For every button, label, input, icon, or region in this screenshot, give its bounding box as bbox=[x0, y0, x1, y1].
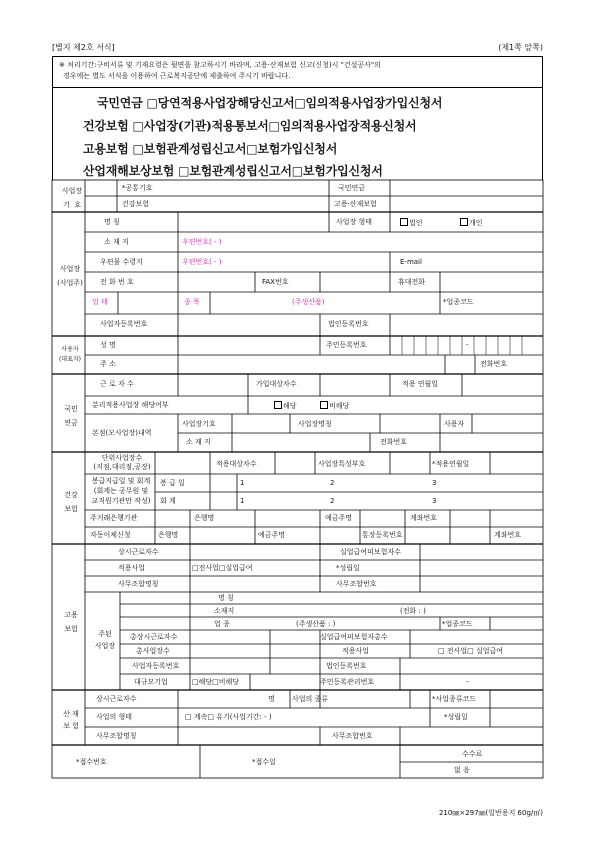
ei-section-label: 고용 보험 bbox=[64, 611, 78, 633]
phone-label: 전 화 번 호 bbox=[100, 278, 134, 286]
ei-m-total-label: 총상시근로자수 bbox=[130, 633, 178, 641]
np-owner-label: 사용자 bbox=[444, 420, 465, 428]
ei-m-opts[interactable]: □ 전사업□ 실업급여 bbox=[438, 647, 504, 655]
mailing-address-label: 우편물 수령지 bbox=[100, 258, 143, 266]
hi-acct-label: 회 계 bbox=[160, 497, 176, 505]
hi-bank-label: 은행명 bbox=[194, 514, 215, 522]
title-employment-insurance: 고용보험 □보험관계성립신고서□보험가입신청서 bbox=[83, 142, 338, 156]
ia-union-no-label: 사무조합번호 bbox=[332, 732, 373, 740]
ei-m-corp-label: 법인등록번호 bbox=[326, 662, 367, 670]
receipt-no-label: *접수번호 bbox=[76, 758, 107, 766]
hi-acct-3: 3 bbox=[432, 497, 437, 505]
hi-payday-1: 1 bbox=[240, 479, 245, 487]
ei-m-dash: - bbox=[466, 678, 469, 686]
ei-applied-label: 적용사업 bbox=[118, 564, 146, 572]
hi-payday-label: 봉 급 일 bbox=[160, 479, 185, 487]
corp-option[interactable] bbox=[400, 218, 423, 228]
ia-form-label: 사업의 형태 bbox=[96, 713, 133, 721]
hi-bank2-label: 은행명 bbox=[158, 531, 179, 539]
np-yes-option[interactable] bbox=[274, 401, 297, 411]
ei-main-label: 주된 사업장 bbox=[94, 630, 116, 650]
hi-transfer-label: 주거래은행기관 bbox=[90, 514, 138, 522]
hi-idno-label: 통장등록번호 bbox=[362, 531, 403, 539]
business-type-label: 사업장 형태 bbox=[336, 218, 373, 226]
rep-section-label: 사용자 (대표자) bbox=[58, 346, 82, 363]
ei-m-app-label: 적용사업 bbox=[342, 647, 370, 655]
ei-m-yn[interactable]: □해당□비해당 bbox=[192, 678, 240, 686]
main-product-label: (주생산품) bbox=[292, 298, 325, 306]
address-postal: 우편번호( - ) bbox=[182, 238, 222, 246]
hi-type-sym-label: 사업장특성부호 bbox=[318, 460, 366, 468]
ei-m-code-label: *업종코드 bbox=[442, 620, 473, 628]
industry-label: 업 태 bbox=[92, 298, 108, 306]
np-section-label: 국민 연금 bbox=[64, 405, 78, 427]
notice-line-2: 경우에는 별도 서식을 이용하여 근로복지공단에 제출하여 주시기 바랍니다. bbox=[63, 72, 291, 80]
common-code-label: *공통기호 bbox=[122, 184, 153, 192]
rep-address-label: 주 소 bbox=[100, 360, 116, 368]
ei-m-tel-label: (전화 : ) bbox=[400, 607, 426, 615]
ei-regular-label: 상시근로자수 bbox=[118, 548, 159, 556]
ei-m-ind-label: 업 종 bbox=[214, 620, 230, 628]
title-national-pension: 국민연금 □당연적용사업장해당신고서□임의적용사업장가입신청서 bbox=[97, 96, 443, 110]
np-hq-name-label: 사업장명칭 bbox=[298, 420, 332, 428]
hi-acct-2: 2 bbox=[330, 497, 335, 505]
np-yes-checkbox[interactable] bbox=[274, 401, 282, 409]
ei-options[interactable]: □전사업□실업급여 bbox=[192, 564, 253, 572]
hi-payday-2: 2 bbox=[330, 479, 335, 487]
title-industrial-accident: 산업재해보상보험 □보험관계성립신고서□보험가입신청서 bbox=[83, 164, 383, 178]
ei-est-label: *성립일 bbox=[336, 564, 360, 572]
form-titles bbox=[52, 88, 543, 180]
paper-spec: 210㎜×297㎜(일반용지 60g/㎡) bbox=[438, 809, 543, 817]
hi-acctno-label: 계좌번호 bbox=[410, 514, 438, 522]
hi-unit-label: 단위사업장수 (지점,대리점,공장) bbox=[93, 454, 151, 471]
hi-code-label: 건강보험 bbox=[122, 200, 150, 208]
fax-label: FAX번호 bbox=[262, 278, 289, 286]
np-no-option[interactable] bbox=[320, 401, 349, 411]
code-label: 사업장 기 호 bbox=[61, 187, 83, 209]
notice-box bbox=[52, 56, 543, 88]
mobile-label: 휴대전화 bbox=[398, 278, 426, 286]
ei-m-large-label: 대규모기업 bbox=[134, 678, 168, 686]
hi-auto-label: 자동이체신청 bbox=[90, 531, 131, 539]
hi-depositor-label: 예금주명 bbox=[258, 531, 286, 539]
fee-label: 수수료 bbox=[462, 750, 483, 758]
rep-name-label: 성 명 bbox=[100, 341, 116, 349]
ia-est-label: *성립일 bbox=[444, 713, 468, 721]
np-hq-code-label: 사업장기호 bbox=[182, 420, 216, 428]
np-workers-label: 근 로 자 수 bbox=[100, 380, 134, 388]
ei-union-label: 사무조합명칭 bbox=[118, 580, 159, 588]
hi-acctno2-label: 계좌번호 bbox=[494, 531, 522, 539]
rep-tel-label: 전화번호 bbox=[480, 360, 508, 368]
item-label: 종 목 bbox=[184, 298, 200, 306]
industry-code-label: *업종코드 bbox=[443, 298, 474, 306]
np-hq-label: 본점(모사업장)내역 bbox=[92, 429, 152, 437]
page-indicator: (제1쪽 앞쪽) bbox=[498, 43, 543, 52]
corp-checkbox[interactable] bbox=[400, 218, 408, 226]
ei-m-mgmt-label: 주민등록관리번호 bbox=[320, 678, 375, 686]
indiv-option[interactable] bbox=[460, 218, 483, 228]
ei-m-addr-label: 소재지 bbox=[214, 607, 235, 615]
fee-none: 없 음 bbox=[454, 766, 470, 774]
np-hq-tel-label: 전화번호 bbox=[380, 438, 408, 446]
address-label: 소 재 지 bbox=[104, 238, 129, 246]
ia-count-unit: 명 bbox=[268, 695, 275, 703]
ia-section-label: 산 재 보 험 bbox=[63, 710, 79, 730]
title-health-insurance: 건강보험 □사업장(기관)적용통보서□임의적용사업장적용신청서 bbox=[83, 119, 417, 133]
np-hq-addr-label: 소 재 지 bbox=[186, 438, 211, 446]
rrn-dash: - bbox=[466, 341, 469, 349]
form-number: [별지 제2호 서식] bbox=[52, 43, 115, 52]
np-no-checkbox-label: 비해당 bbox=[329, 402, 350, 410]
indiv-checkbox[interactable] bbox=[460, 218, 468, 226]
ei-code-label: 고용·산재보험 bbox=[334, 200, 377, 208]
corp-reg-label: 법인등록번호 bbox=[328, 320, 369, 328]
business-section-label: 사업장 (사업주) bbox=[57, 265, 83, 287]
ei-union-no-label: 사무조합번호 bbox=[336, 580, 377, 588]
np-subscribers-label: 가입대상자수 bbox=[256, 380, 297, 388]
hi-targets-label: 적용대상자수 bbox=[216, 460, 257, 468]
ei-m-ins-label: 실업급여피보험자총수 bbox=[320, 633, 388, 641]
ei-m-units-label: 총사업장수 bbox=[136, 647, 170, 655]
receipt-date-label: *접수일 bbox=[252, 758, 276, 766]
hi-account-label: 예금주명 bbox=[325, 514, 353, 522]
notice-line-1: ※ 처리기간:구비서류 및 기재요령은 뒷면을 참고하시기 바라며, 고용·산재보험 신고(신청)시 "건설공사"의 bbox=[59, 61, 381, 69]
ia-kind-label: 사업의 종류 bbox=[292, 695, 329, 703]
np-separate-label: 분리적용사업장 해당여부 bbox=[92, 401, 169, 409]
np-code-label: 국민연금 bbox=[338, 184, 366, 192]
np-no-checkbox[interactable] bbox=[320, 401, 328, 409]
ei-insured-label: 실업급여피보험자수 bbox=[340, 548, 401, 556]
corp-checkbox-label: 법인 bbox=[409, 219, 423, 227]
ia-union-label: 사무조합명칭 bbox=[96, 732, 137, 740]
mailing-postal: 우편번호( - ) bbox=[182, 258, 222, 266]
ia-kind-code-label: *사업종류코드 bbox=[432, 695, 477, 703]
ei-m-name-label: 명 칭 bbox=[218, 594, 234, 602]
email-label: E-mail bbox=[400, 258, 422, 266]
hi-payday-3: 3 bbox=[432, 479, 437, 487]
ei-m-prod-label: (주생산품 : ) bbox=[296, 620, 336, 628]
business-name-label: 명 칭 bbox=[104, 218, 120, 226]
ei-m-reg-label: 사업자등록번호 bbox=[132, 662, 180, 670]
biz-reg-label: 사업자등록번호 bbox=[100, 320, 148, 328]
ia-regular-label: 상시근로자수 bbox=[96, 695, 137, 703]
np-apply-date-label: 적용 연월일 bbox=[402, 380, 439, 388]
rep-rrn-label: 주민등록번호 bbox=[326, 341, 367, 349]
hi-salary-label: 봉급지급일 및 회계 (회계는 공무원 및 교직원기관만 작성) bbox=[91, 477, 151, 505]
np-yes-checkbox-label: 해당 bbox=[283, 402, 297, 410]
hi-section-label: 건강 보험 bbox=[64, 491, 78, 513]
ia-cont-options[interactable]: □ 계속□ 유기(사업기간: - ) bbox=[185, 713, 272, 721]
hi-acct-1: 1 bbox=[240, 497, 245, 505]
form-header bbox=[52, 42, 543, 54]
indiv-checkbox-label: 개인 bbox=[469, 219, 483, 227]
hi-apply-date-label: *적용연월일 bbox=[432, 460, 470, 468]
